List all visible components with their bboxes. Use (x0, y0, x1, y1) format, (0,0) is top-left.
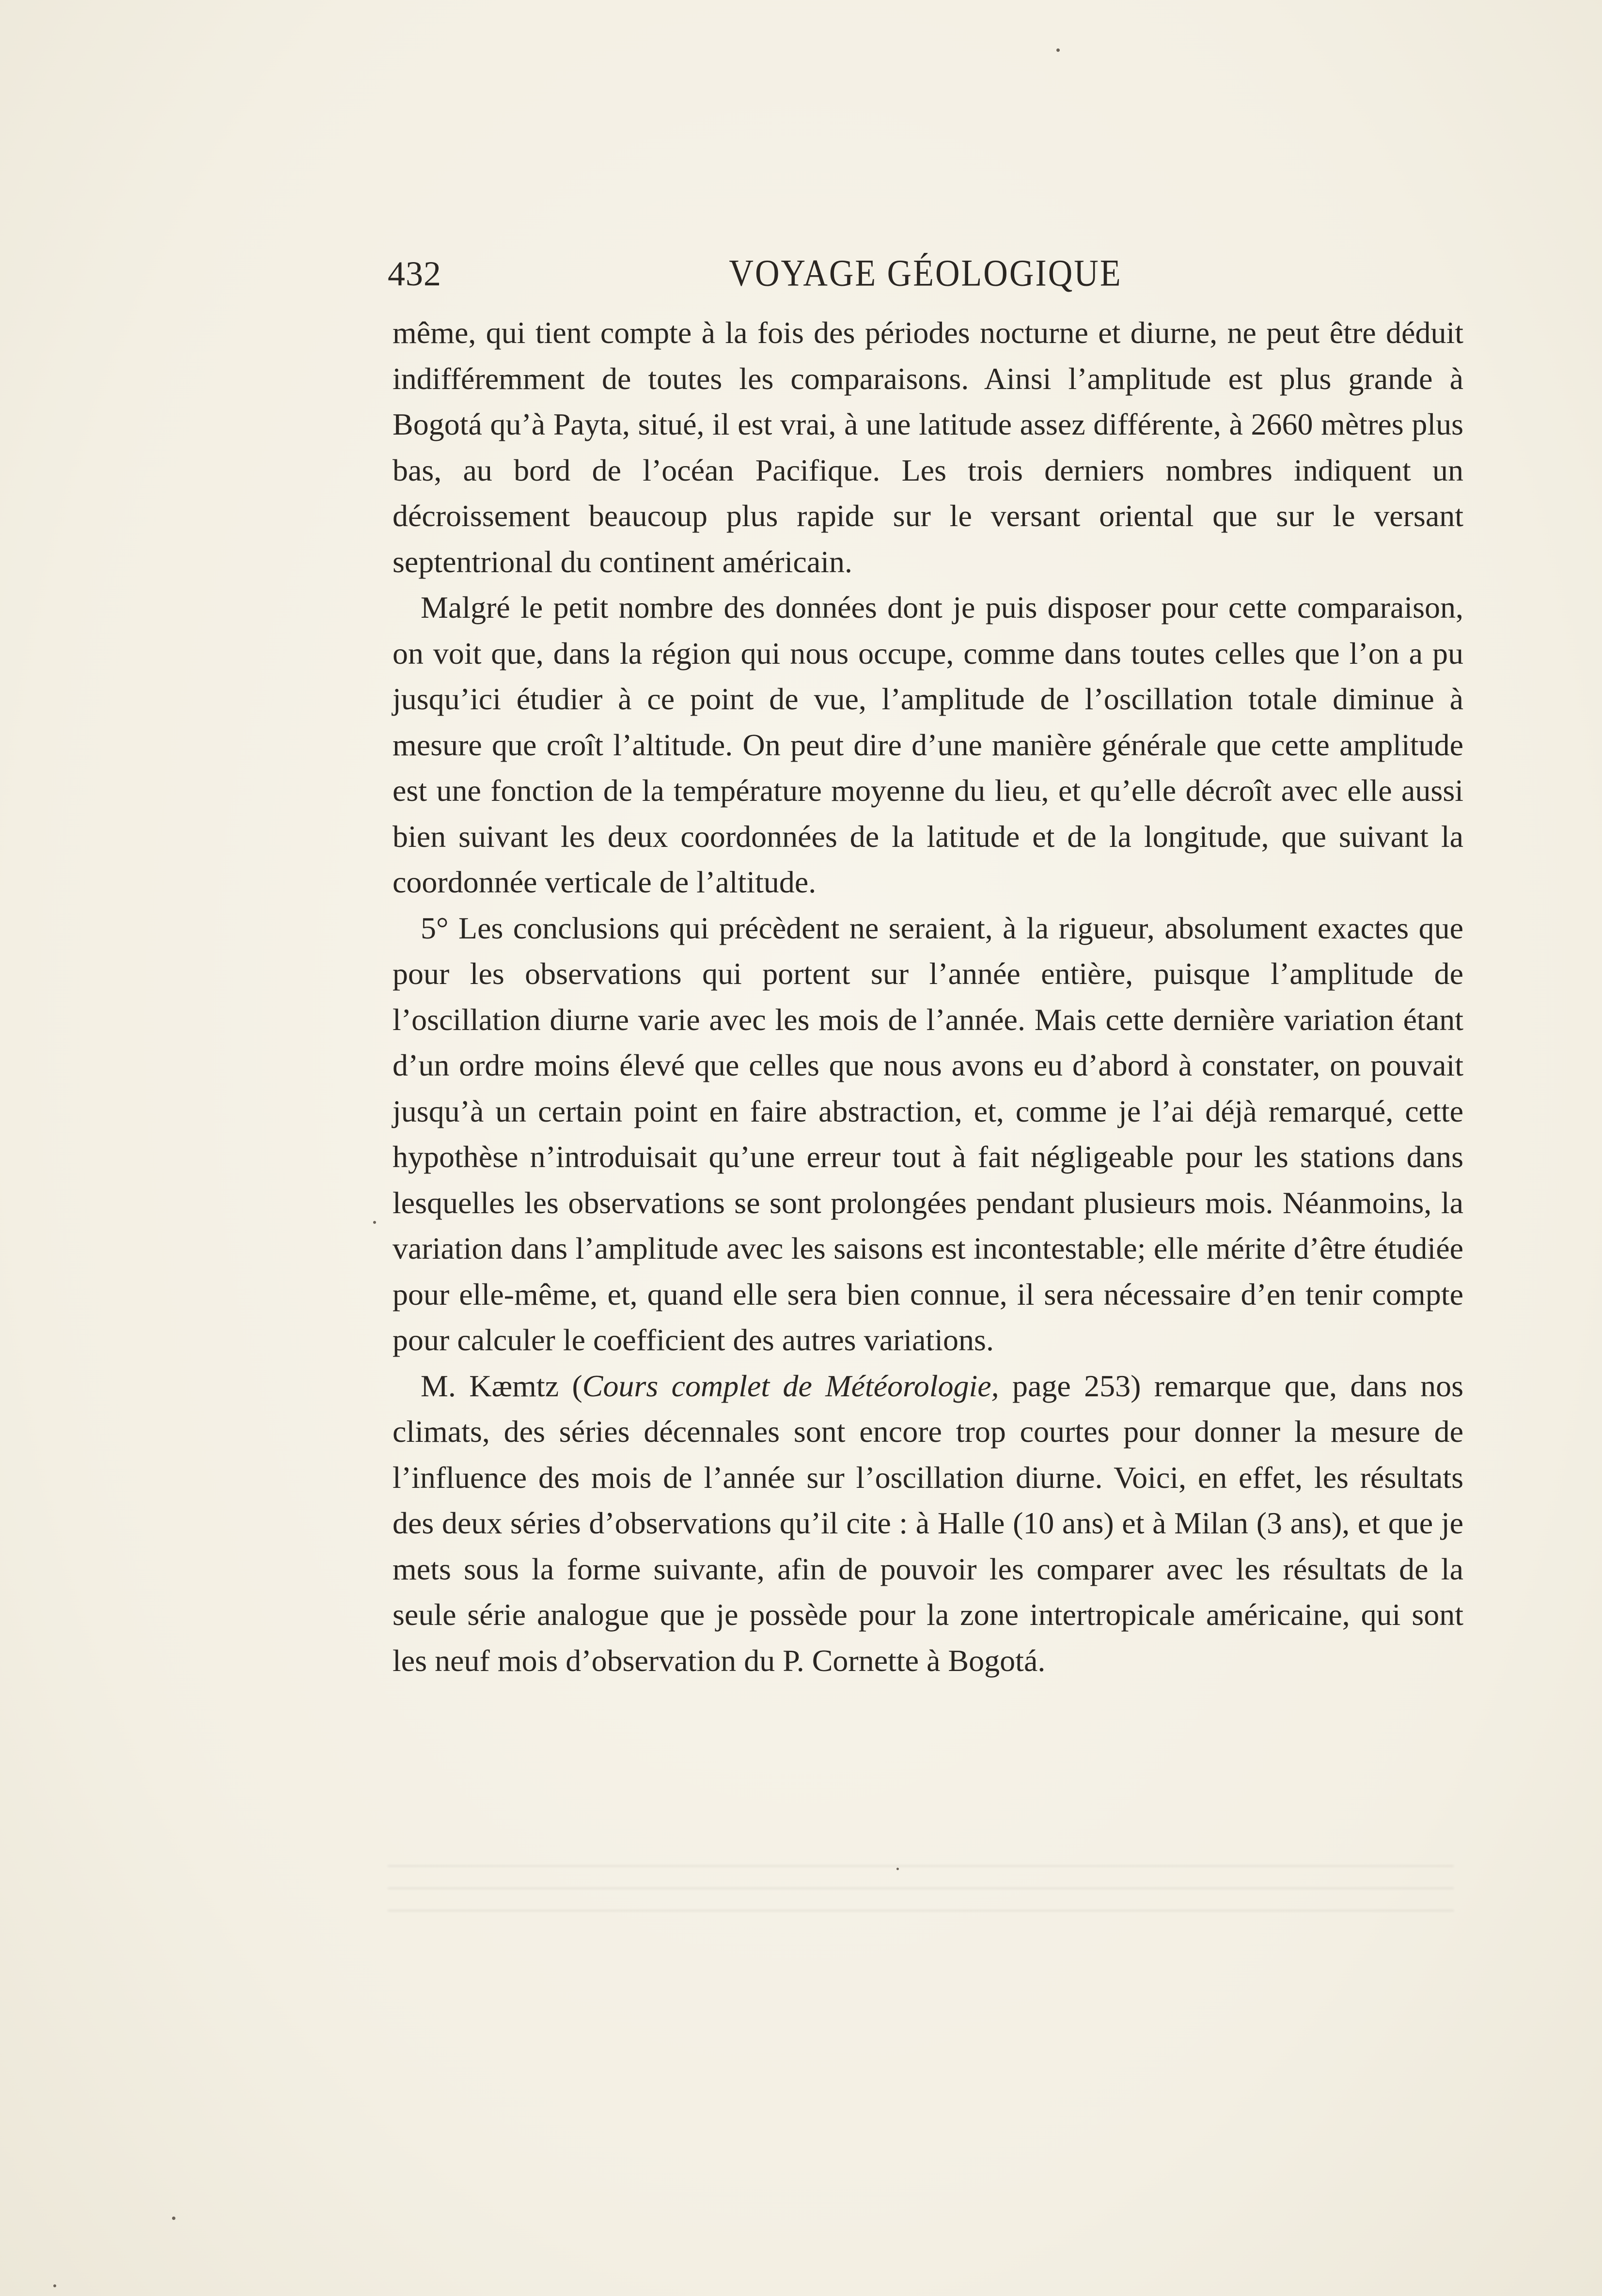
page-number: 432 (388, 254, 441, 293)
book-title-citation: Cours complet de Météorologie, (582, 1368, 999, 1403)
paragraph-3: 5° Les conclusions qui précèdent ne seraient, à la rigueur, absolument exactes que pour les observations qui portent sur l’année entière, puisque l’amplitude de l’oscillation diurne varie avec les mois de l’année. Mais cette dernière variation étant d’un ordre moins élevé que celles que nous avons eu d’abord à constater, on pouvait jusqu’à un certain point en faire abstraction, et, comme je l’ai déjà remarqué, cette hypothèse n’introduisait qu’une erreur tout à fait négligeable pour les stations dans lesquelles les observations se sont prolongées pendant plusieurs mois. Néanmoins, la variation dans l’amplitude avec les saisons est incontestable; elle mérite d’être étudiée pour elle-même, et, quand elle sera bien connue, il sera nécessaire d’en tenir compte pour calculer le coefficient des autres variations. (393, 910, 1463, 1357)
paragraph-4-rest: page 253) remarque que, dans nos climats, des séries décennales sont encore trop courtes pour donner la mesure de l’influence des mois de l’année sur l’oscillation diurne. Voici, en effet, les résultats des deux séries d’observations qu’il cite : à Halle (10 ans) et à Milan (3 ans), et que je mets sous la forme suivante, afin de pouvoir les comparer avec les résultats de la seule série analogue que je possède pour la zone intertropicale américaine, qui sont les neuf mois d’observation du P. Cornette à Bogotá. (393, 1368, 1464, 1678)
running-head (388, 252, 1463, 296)
paper-speck (373, 1221, 376, 1224)
paper-speck (172, 2217, 175, 2220)
paragraph-1: même, qui tient compte à la fois des périodes nocturne et diurne, ne peut être déduit indifféremment de toutes les comparaisons. Ainsi l’amplitude est plus grande à Bogotá qu’à Payta, situé, il est vrai, à une latitude assez différente, à 2660 mètres plus bas, au bord de l’océan Pacifique. Les trois derniers nombres indiquent un décroissement beaucoup plus rapide sur le versant oriental que sur le versant septentrional du continent américain. (393, 315, 1463, 579)
paper-speck (53, 2284, 56, 2287)
paper-speck (896, 1868, 899, 1870)
running-title: VOYAGE GÉOLOGIQUE (729, 252, 1122, 295)
paragraph-4 (393, 1363, 1463, 1684)
paragraph-4-lead: M. Kæmtz ( (421, 1368, 582, 1403)
bleed-through-text (388, 1865, 1454, 1923)
paragraph-2: Malgré le petit nombre des données dont je puis disposer pour cette comparaison, on voit que, dans la région qui nous occupe, comme dans toutes celles que l’on a pu jusqu’ici étudier à ce point de vue, l’amplitude de l’oscillation totale diminue à mesure que croît l’altitude. On peut dire d’une manière générale que cette amplitude est une fonction de la température moyenne du lieu, et qu’elle décroît avec elle aussi bien suivant les deux coordonnées de la latitude et de la longitude, que suivant la coordonnée verticale de l’altitude. (393, 590, 1463, 899)
body-text (393, 310, 1463, 1684)
paper-speck (1056, 48, 1060, 52)
